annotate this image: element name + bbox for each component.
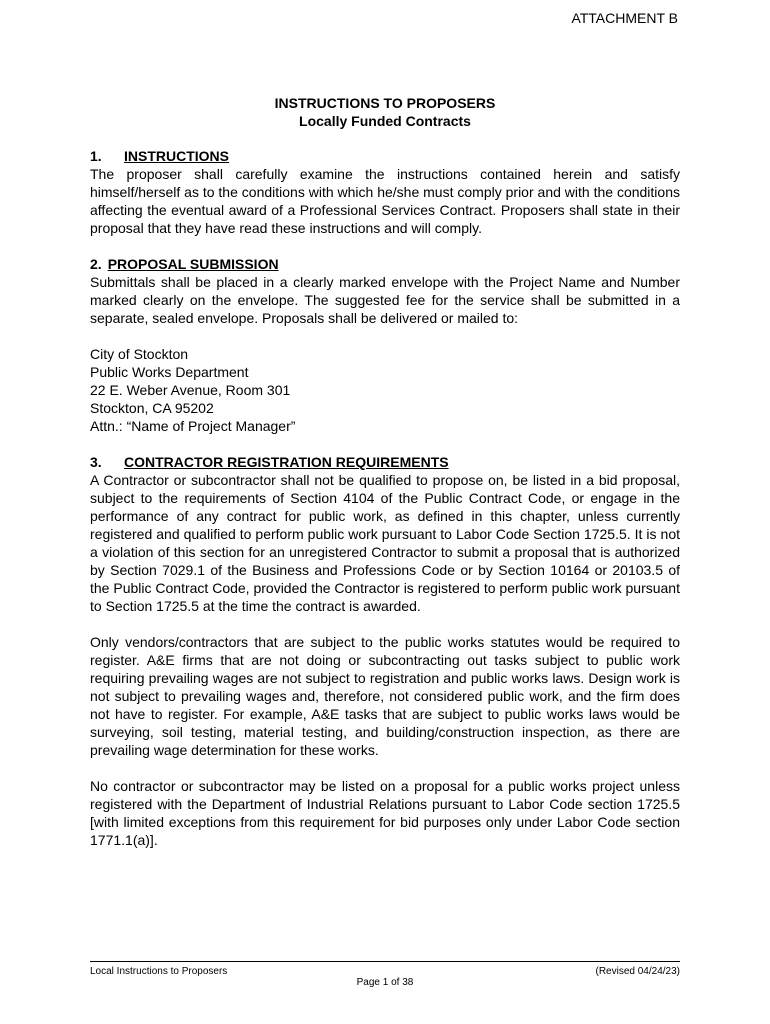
section-paragraph: No contractor or subcontractor may be listed on a proposal for a public works project unless registered with the Department of Industrial Relations pursuant to Labor Code section 1725.5 [with limited exceptions from this requirement for bid purposes only under Labor Code section 1771.1(a)]. [90,778,680,848]
document-title-block [0,94,770,130]
address-line: Attn.: “Name of Project Manager” [90,418,296,434]
address-line: 22 E. Weber Avenue, Room 301 [90,382,291,398]
section-number: 1. [90,148,102,164]
document-title: INSTRUCTIONS TO PROPOSERS [274,95,496,111]
address-line: Public Works Department [90,364,249,380]
attachment-label: ATTACHMENT B [571,10,678,26]
section-paragraph: A Contractor or subcontractor shall not be qualified to propose on, be listed in a bid proposal, subject to the requirements of Section 4104 of the Public Contract Code, or engage in the performance of any contract for public work, as defined in this chapter, unless currently registered and qualified to perform public work pursuant to Labor Code Section 1725.5. It is not a violation of this section for an unregistered Contractor to submit a proposal that is authorized by Section 7029.1 of the Business and Professions Code or by Section 10164 or 20103.5 of the Public Contract Code, provided the Contractor is registered to perform public work pursuant to Section 1725.5 at the time the contract is awarded. [90,472,680,614]
page-number: Page 1 of 38 [356,977,414,988]
mailing-address [90,345,680,435]
section-heading [90,147,680,165]
section-number: 3. [90,454,102,470]
document-subtitle: Locally Funded Contracts [299,113,471,129]
section-title: CONTRACTOR REGISTRATION REQUIREMENTS [124,454,449,470]
section-title: PROPOSAL SUBMISSION [107,256,279,272]
section-heading [90,453,680,471]
footer-divider [90,961,680,962]
footer-revision-date: (Revised 04/24/23) [595,966,680,977]
footer-document-name: Local Instructions to Proposers [90,966,228,977]
address-line: City of Stockton [90,346,189,362]
section-title: INSTRUCTIONS [124,148,229,164]
section-paragraph: Only vendors/contractors that are subject to the public works statutes would be required to register. A&E firms that are not doing or subcontracting out tasks subject to public work requiring prevailing wages are not subject to registration and public works laws. Design work is not subject to prevailing wages and, therefore, not considered public work, and the firm does not have to register. For example, A&E tasks that are subject to public works laws would be surveying, soil testing, material testing, and building/construction inspection, as there are prevailing wage determination for these works. [90,634,680,758]
section-instructions [90,147,680,237]
section-proposal-submission [90,255,680,435]
section-paragraph: The proposer shall carefully examine the instructions contained herein and satisfy himself/herself as to the conditions with which he/she must comply prior and with the conditions affecting the eventual award of a Professional Services Contract. Proposers shall state in their proposal that they have read these instructions and will comply. [90,166,680,236]
section-number: 2. [90,256,102,272]
section-heading [90,255,680,273]
address-line: Stockton, CA 95202 [90,400,214,416]
section-paragraph: Submittals shall be placed in a clearly marked envelope with the Project Name and Number marked clearly on the envelope. The suggested fee for the service shall be submitted in a separate, sealed envelope. Proposals shall be delivered or mailed to: [90,274,680,326]
section-contractor-registration [90,453,680,849]
document-body [90,147,680,867]
